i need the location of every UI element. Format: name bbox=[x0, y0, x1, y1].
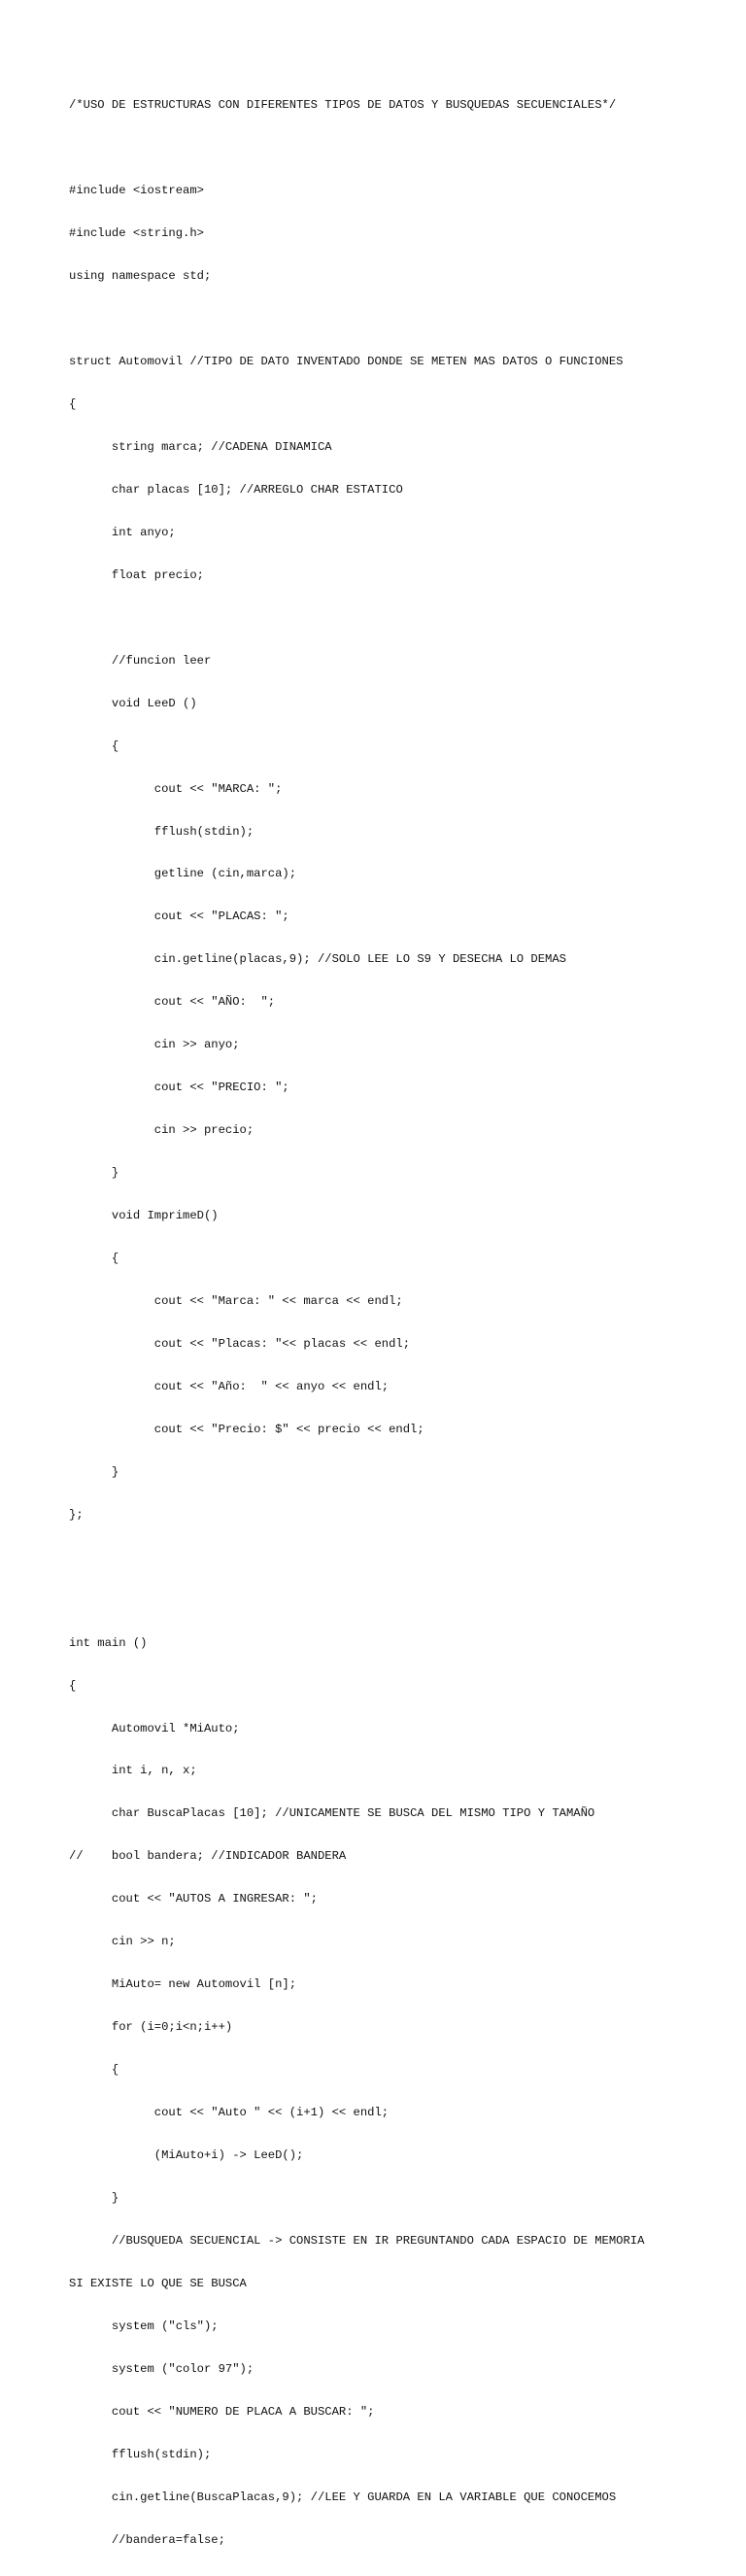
code-line-44: cin >> n; bbox=[69, 1935, 176, 1949]
code-line-31: cout << "Año: " << anyo << endl; bbox=[69, 1379, 390, 1393]
code-line-49: (MiAuto+i) -> LeeD(); bbox=[69, 2148, 304, 2163]
code-line-55: cout << "NUMERO DE PLACA A BUSCAR: "; bbox=[69, 2404, 375, 2419]
code-line-23: cin >> anyo; bbox=[69, 1038, 240, 1052]
code-line-7: struct Automovil //TIPO DE DATO INVENTADO DONDE SE METEN MAS DATOS O FUNCIONES bbox=[69, 355, 624, 369]
code-line-53: system ("cls"); bbox=[69, 2318, 219, 2333]
code-line-3: #include <iostream> bbox=[69, 184, 204, 198]
code-line-26: } bbox=[69, 1166, 119, 1181]
code-line-4: #include <string.h> bbox=[69, 226, 204, 241]
code-line-14: //funcion leer bbox=[69, 653, 212, 668]
code-line-2 bbox=[69, 141, 729, 155]
code-line-58: //bandera=false; bbox=[69, 2532, 225, 2547]
code-line-50: } bbox=[69, 2191, 119, 2206]
code-line-13 bbox=[69, 611, 729, 626]
code-line-1: /*USO DE ESTRUCTURAS CON DIFERENTES TIPOS DE DATOS Y BUSQUEDAS SECUENCIALES*/ bbox=[69, 98, 617, 113]
code-line-16: { bbox=[69, 738, 119, 753]
code-line-52: SI EXISTE LO QUE SE BUSCA bbox=[69, 2276, 247, 2290]
code-line-25: cin >> precio; bbox=[69, 1123, 254, 1138]
code-line-17: cout << "MARCA: "; bbox=[69, 781, 283, 796]
code-line-30: cout << "Placas: "<< placas << endl; bbox=[69, 1336, 411, 1351]
source-code-listing bbox=[69, 70, 729, 2576]
code-line-21: cin.getline(placas,9); //SOLO LEE LO S9 Y DESECHA LO DEMAS bbox=[69, 952, 566, 967]
code-line-48: cout << "Auto " << (i+1) << endl; bbox=[69, 2106, 390, 2120]
code-line-12: float precio; bbox=[69, 567, 204, 582]
code-line-57: cin.getline(BuscaPlacas,9); //LEE Y GUARDA EN LA VARIABLE QUE CONOCEMOS bbox=[69, 2490, 617, 2504]
code-line-15: void LeeD () bbox=[69, 696, 197, 710]
code-line-22: cout << "AÑO: "; bbox=[69, 995, 276, 1010]
code-line-18: fflush(stdin); bbox=[69, 824, 254, 839]
code-line-43: cout << "AUTOS A INGRESAR: "; bbox=[69, 1892, 318, 1906]
code-line-8: { bbox=[69, 396, 77, 411]
code-line-56: fflush(stdin); bbox=[69, 2447, 212, 2461]
code-line-47: { bbox=[69, 2063, 119, 2078]
code-line-11: int anyo; bbox=[69, 525, 176, 539]
code-line-10: char placas [10]; //ARREGLO CHAR ESTATICO bbox=[69, 482, 403, 497]
code-line-42: // bool bandera; //INDICADOR BANDERA bbox=[69, 1849, 347, 1864]
code-line-19: getline (cin,marca); bbox=[69, 867, 297, 881]
code-line-34: }; bbox=[69, 1507, 84, 1522]
code-line-35 bbox=[69, 1551, 729, 1565]
code-line-29: cout << "Marca: " << marca << endl; bbox=[69, 1294, 403, 1308]
code-line-20: cout << "PLACAS: "; bbox=[69, 910, 289, 924]
code-line-36 bbox=[69, 1594, 729, 1608]
code-line-45: MiAuto= new Automovil [n]; bbox=[69, 1977, 297, 1992]
code-line-32: cout << "Precio: $" << precio << endl; bbox=[69, 1422, 424, 1436]
code-line-27: void ImprimeD() bbox=[69, 1209, 219, 1223]
code-line-39: Automovil *MiAuto; bbox=[69, 1721, 240, 1735]
code-line-33: } bbox=[69, 1464, 119, 1479]
code-line-28: { bbox=[69, 1252, 119, 1266]
code-line-38: { bbox=[69, 1678, 77, 1693]
code-line-37: int main () bbox=[69, 1635, 148, 1650]
code-line-46: for (i=0;i<n;i++) bbox=[69, 2020, 233, 2035]
code-line-54: system ("color 97"); bbox=[69, 2361, 254, 2376]
code-line-41: char BuscaPlacas [10]; //UNICAMENTE SE BUSCA DEL MISMO TIPO Y TAMAÑO bbox=[69, 1806, 595, 1821]
code-line-40: int i, n, x; bbox=[69, 1764, 197, 1778]
code-line-6 bbox=[69, 312, 729, 326]
code-line-9: string marca; //CADENA DINAMICA bbox=[69, 439, 332, 454]
code-line-51: //BUSQUEDA SECUENCIAL -> CONSISTE EN IR PREGUNTANDO CADA ESPACIO DE MEMORIA bbox=[69, 2233, 645, 2248]
code-line-24: cout << "PRECIO: "; bbox=[69, 1081, 289, 1095]
code-line-5: using namespace std; bbox=[69, 269, 212, 284]
